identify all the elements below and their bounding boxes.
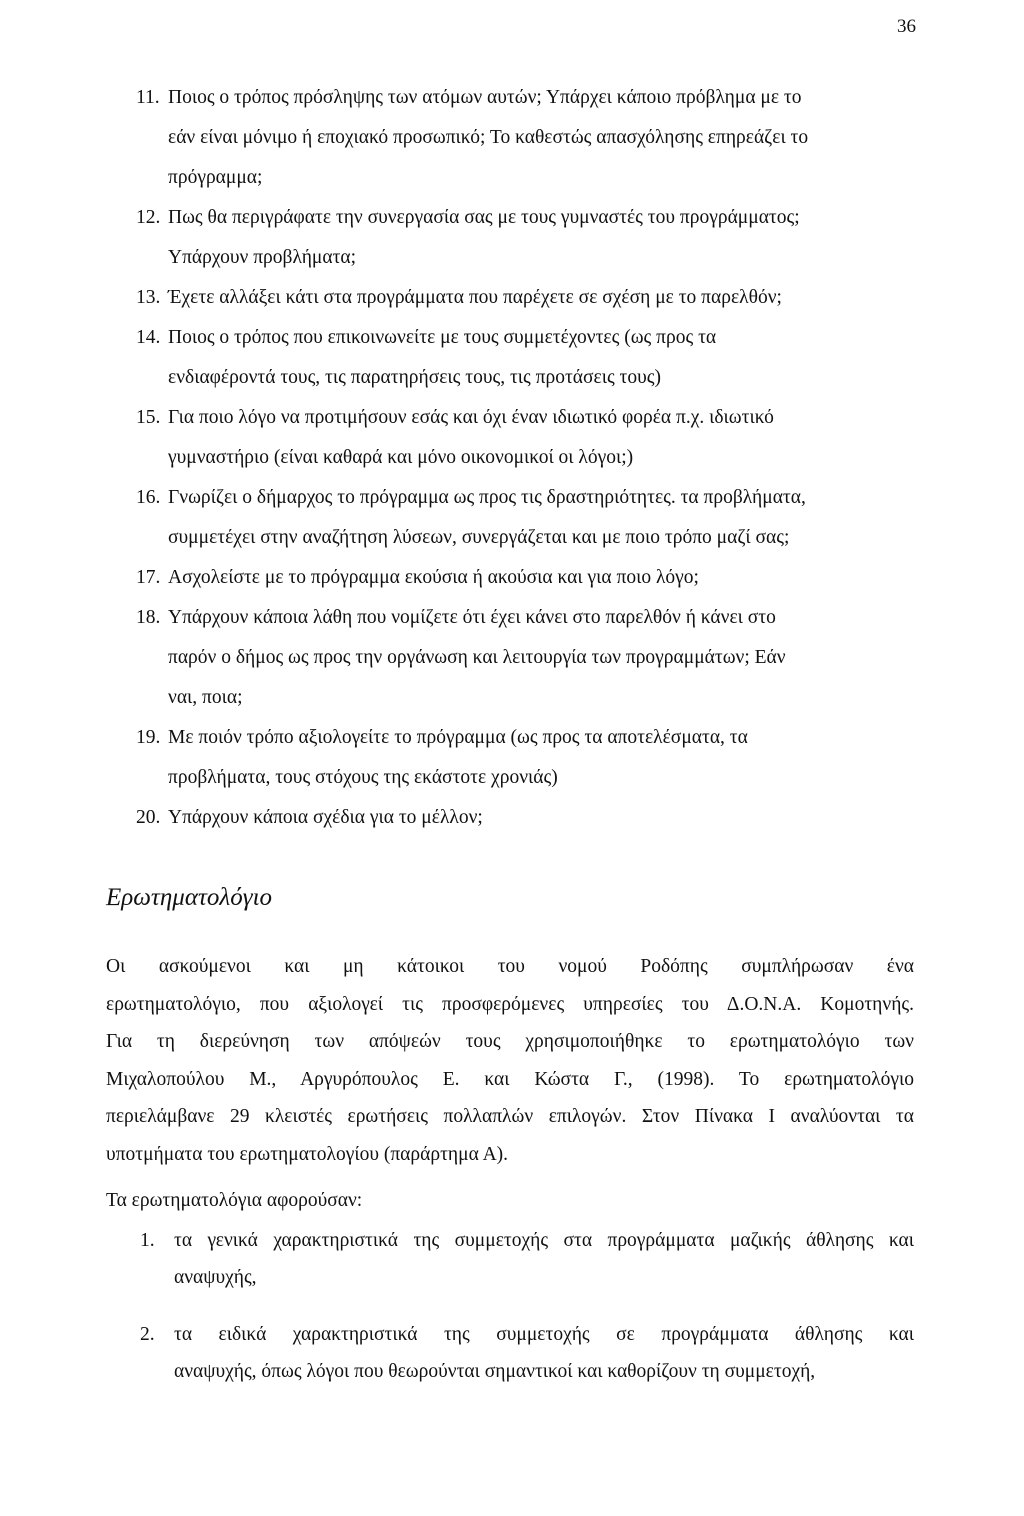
question-number: 13. bbox=[136, 287, 161, 308]
paragraph-line: Οι ασκούμενοι και μη κάτοικοι του νομού Ροδόπης συμπλήρωσαν ένα bbox=[106, 956, 914, 977]
question-text: Ασχολείστε με το πρόγραμμα εκούσια ή ακούσια και για ποιο λόγο; bbox=[168, 567, 699, 588]
list-text: αναψυχής, όπως λόγοι που θεωρούνται σημαντικοί και καθορίζουν τη συμμετοχή, bbox=[174, 1361, 816, 1382]
question-item bbox=[136, 558, 906, 598]
page-number: 36 bbox=[897, 16, 916, 37]
question-text: Για ποιο λόγο να προτιμήσουν εσάς και όχι έναν ιδιωτικό φορέα π.χ. ιδιωτικό bbox=[168, 407, 774, 428]
question-text: Έχετε αλλάξει κάτι στα προγράμματα που παρέχετε σε σχέση με το παρελθόν; bbox=[168, 287, 782, 308]
question-item bbox=[136, 278, 906, 318]
question-text: Υπάρχουν κάποια λάθη που νομίζετε ότι έχει κάνει στο παρελθόν ή κάνει στο bbox=[168, 607, 776, 628]
question-text: ναι, ποια; bbox=[168, 687, 243, 708]
body-paragraph bbox=[106, 948, 914, 1173]
question-number: 18. bbox=[136, 607, 161, 628]
paragraph-line: υποτμήματα του ερωτηματολογίου (παράρτημα Α). bbox=[106, 1143, 509, 1165]
question-item bbox=[136, 198, 906, 278]
question-text: προβλήματα, τους στόχους της εκάστοτε χρονιάς) bbox=[168, 767, 558, 788]
question-text: Ποιος ο τρόπος που επικοινωνείτε με τους συμμετέχοντες (ως προς τα bbox=[168, 327, 717, 348]
paragraph-line: Μιχαλοπούλου Μ., Αργυρόπουλος Ε. και Κώστα Γ., (1998). Το ερωτηματολόγιο bbox=[106, 1068, 914, 1090]
question-number: 17. bbox=[136, 567, 161, 588]
question-item bbox=[136, 478, 906, 558]
question-text: Πως θα περιγράφατε την συνεργασία σας με τους γυμναστές του προγράμματος; bbox=[168, 207, 800, 228]
question-text: παρόν ο δήμος ως προς την οργάνωση και λειτουργία των προγραμμάτων; Εάν bbox=[168, 647, 786, 668]
question-text: συμμετέχει στην αναζήτηση λύσεων, συνεργάζεται και με ποιο τρόπο μαζί σας; bbox=[168, 527, 790, 548]
list-text: αναψυχής, bbox=[174, 1267, 257, 1288]
question-item bbox=[136, 798, 906, 838]
list-text: τα ειδικά χαρακτηριστικά της συμμετοχής σε προγράμματα άθλησης και bbox=[174, 1324, 914, 1345]
question-text: Με ποιόν τρόπο αξιολογείτε το πρόγραμμα (ως προς τα αποτελέσματα, τα bbox=[168, 727, 748, 748]
list-item bbox=[140, 1316, 914, 1390]
question-text: ενδιαφέροντά τους, τις παρατηρήσεις τους, τις προτάσεις τους) bbox=[168, 367, 662, 388]
list-item bbox=[140, 1222, 914, 1296]
question-number: 12. bbox=[136, 207, 161, 228]
list-intro: Τα ερωτηματολόγια αφορούσαν: bbox=[106, 1190, 363, 1211]
question-number: 19. bbox=[136, 727, 161, 748]
question-item bbox=[136, 718, 906, 798]
list-number: 2. bbox=[140, 1324, 155, 1345]
question-number: 15. bbox=[136, 407, 161, 428]
question-item bbox=[136, 78, 906, 198]
question-item bbox=[136, 398, 906, 478]
question-item bbox=[136, 318, 906, 398]
question-item bbox=[136, 598, 906, 718]
question-text: Γνωρίζει ο δήμαρχος το πρόγραμμα ως προς τις δραστηριότητες. τα προβλήματα, bbox=[168, 487, 806, 508]
paragraph-line: περιελάμβανε 29 κλειστές ερωτήσεις πολλαπλών επιλογών. Στον Πίνακα Ι αναλύονται τα bbox=[106, 1106, 914, 1127]
section-title: Ερωτηματολόγιο bbox=[106, 884, 273, 911]
question-text: εάν είναι μόνιμο ή εποχιακό προσωπικό; Το καθεστώς απασχόλησης επηρεάζει το bbox=[168, 127, 809, 148]
question-text: Υπάρχουν κάποια σχέδια για το μέλλον; bbox=[168, 807, 483, 828]
question-text: πρόγραμμα; bbox=[168, 167, 263, 188]
numbered-list bbox=[140, 1222, 914, 1410]
question-number: 16. bbox=[136, 487, 161, 508]
list-text: τα γενικά χαρακτηριστικά της συμμετοχής στα προγράμματα μαζικής άθλησης και bbox=[174, 1230, 914, 1251]
question-number: 14. bbox=[136, 327, 161, 348]
question-number: 20. bbox=[136, 807, 161, 828]
question-text: Υπάρχουν προβλήματα; bbox=[168, 247, 357, 268]
question-text: γυμναστήριο (είναι καθαρά και μόνο οικονομικοί οι λόγοι;) bbox=[168, 447, 634, 468]
paragraph-line: ερωτηματολόγιο, που αξιολογεί τις προσφερόμενες υπηρεσίες του Δ.Ο.Ν.Α. Κομοτηνής. bbox=[106, 993, 914, 1015]
question-text: Ποιος ο τρόπος πρόσληψης των ατόμων αυτών; Υπάρχει κάποιο πρόβλημα με το bbox=[168, 87, 802, 108]
list-number: 1. bbox=[140, 1230, 155, 1251]
question-number: 11. bbox=[136, 87, 160, 108]
question-list bbox=[136, 78, 906, 838]
paragraph-line: Για τη διερεύνηση των απόψεών τους χρησιμοποιήθηκε το ερωτηματολόγιο των bbox=[106, 1031, 914, 1052]
